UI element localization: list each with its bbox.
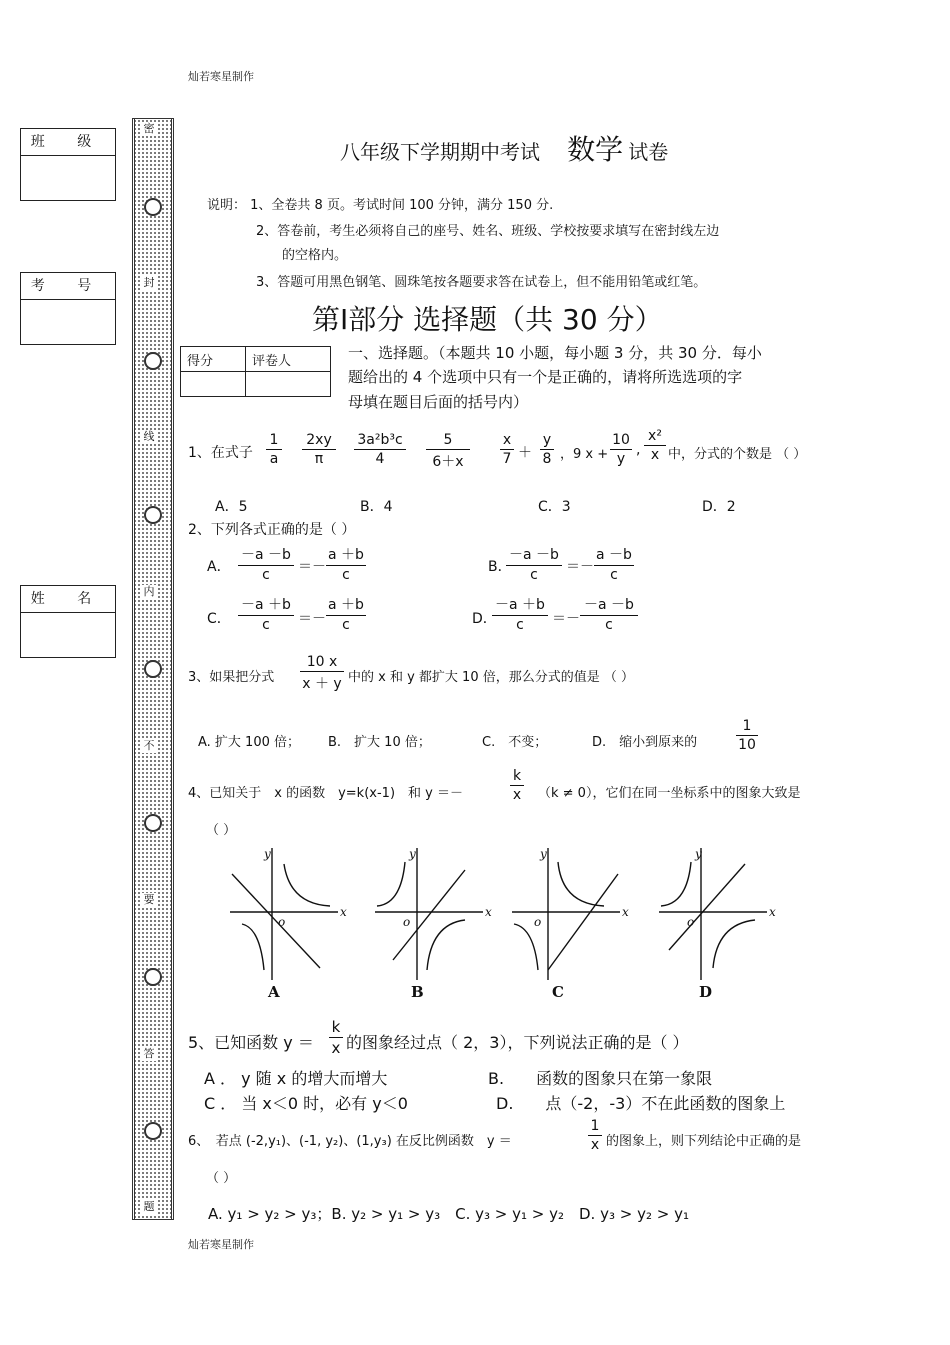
seal-hole-icon xyxy=(144,352,162,370)
q5-prefix: 5、已知函数 y ＝ xyxy=(188,1033,314,1052)
q4-graphs xyxy=(220,840,780,1010)
q1-mid: ，9 x + xyxy=(560,447,609,462)
q2-c-left: －a ＋b c xyxy=(238,594,294,633)
score-table xyxy=(180,346,331,397)
x-axis-label: x xyxy=(340,905,347,919)
exam-number-box[interactable] xyxy=(20,272,116,345)
section-intro-line: 母填在题目后面的括号内） xyxy=(348,393,529,411)
graph-b[interactable] xyxy=(375,847,492,1001)
graph-label: A xyxy=(268,983,280,1001)
q3-prefix: 3、如果把分式 xyxy=(188,670,275,685)
q1-option-a[interactable]: A．5 xyxy=(215,499,248,515)
origin-label: o xyxy=(278,915,286,929)
x-axis-label: x xyxy=(485,905,492,919)
seal-char: 密 xyxy=(141,122,157,136)
q1-fraction-3: 3a²b³c 4 xyxy=(354,432,406,467)
q1-fraction-6: y 8 xyxy=(540,432,554,467)
q5-option-a[interactable]: A ． y 随 x 的增大而增大 xyxy=(204,1069,388,1088)
exam-number-label: 考 号 xyxy=(21,273,115,300)
q1-fraction-1: 1 a xyxy=(266,432,282,467)
q2-stem: 2、下列各式正确的是（ ） xyxy=(188,522,356,538)
seal-hole-icon xyxy=(144,506,162,524)
title-main: 八年级下学期期中考试 xyxy=(340,140,540,164)
seal-hole-icon xyxy=(144,660,162,678)
q2-option-d-label[interactable]: D． xyxy=(472,611,497,627)
q1-fraction-4: 5 6＋x xyxy=(426,432,470,471)
q3-option-a[interactable]: A. 扩大 100 倍； xyxy=(198,735,301,750)
q3-suffix: 中的 x 和 y 都扩大 10 倍，那么分式的值是 （ ） xyxy=(348,670,634,685)
seal-char: 答 xyxy=(141,1047,157,1061)
q2-d-left: －a ＋b c xyxy=(492,594,548,633)
q2-c-eq: ＝－ xyxy=(298,611,326,627)
q5-suffix: 的图象经过点（ 2，3），下列说法正确的是（ ） xyxy=(346,1033,689,1052)
q2-b-right: a －b c xyxy=(594,544,634,583)
class-box[interactable] xyxy=(20,128,116,201)
title-suffix: 试卷 xyxy=(628,140,669,164)
q1-comma: , xyxy=(636,442,641,458)
graph-c[interactable] xyxy=(512,847,629,1001)
q5-option-d[interactable]: D. 点（-2，-3）不在此函数的图象上 xyxy=(496,1094,786,1113)
y-axis-label: y xyxy=(695,847,702,861)
graph-label: B xyxy=(411,983,424,1001)
seal-char: 要 xyxy=(141,893,157,907)
q2-d-right: －a －b c xyxy=(580,594,638,633)
q4-prefix: 4、已知关于 x 的函数 y=k(x-1) 和 y ＝－ xyxy=(188,786,463,801)
score-header: 得分 xyxy=(181,347,246,372)
q2-a-left: －a －b c xyxy=(238,544,294,583)
graph-a[interactable] xyxy=(230,847,347,1001)
graph-d[interactable] xyxy=(659,847,776,1001)
instruction-line: 3、答题可用黑色钢笔、圆珠笔按各题要求答在试卷上，但不能用铅笔或红笔。 xyxy=(256,275,707,290)
q2-option-a-label[interactable]: A． xyxy=(207,559,231,575)
y-axis-label: y xyxy=(264,847,271,861)
seal-hole-icon xyxy=(144,198,162,216)
origin-label: o xyxy=(403,915,411,929)
q1-option-b[interactable]: B．4 xyxy=(360,499,393,515)
name-blank[interactable] xyxy=(21,613,115,657)
seal-hole-icon xyxy=(144,814,162,832)
name-label: 姓 名 xyxy=(21,586,115,613)
q1-option-d[interactable]: D．2 xyxy=(702,499,736,515)
grader-cell[interactable] xyxy=(246,372,331,397)
q3-fraction: 10 x x ＋ y xyxy=(300,654,344,693)
section-intro-line: 题给出的 4 个选项中只有一个是正确的，请将所选选项的字 xyxy=(348,368,743,386)
q2-a-right: a ＋b c xyxy=(326,544,366,583)
seal-char: 题 xyxy=(141,1200,157,1214)
q1-fraction-5: x 7 xyxy=(500,432,514,467)
instruction-line: 说明： 1、全卷共 8 页。考试时间 100 分钟，满分 150 分. xyxy=(207,198,554,213)
score-cell[interactable] xyxy=(181,372,246,397)
page-title xyxy=(340,128,668,168)
title-subject: 数学 xyxy=(567,133,624,166)
q6-fraction: 1 x xyxy=(588,1118,602,1153)
graph-label: D xyxy=(699,983,713,1001)
class-blank[interactable] xyxy=(21,156,115,200)
q3-option-c[interactable]: C. 不变； xyxy=(482,735,548,750)
y-axis-label: y xyxy=(540,847,547,861)
q1-fraction-2: 2xy π xyxy=(302,432,336,467)
q3-option-d[interactable]: D. 缩小到原来的 xyxy=(592,735,698,750)
seal-char: 内 xyxy=(141,585,157,599)
q2-c-right: a ＋b c xyxy=(326,594,366,633)
y-axis-label: y xyxy=(409,847,416,861)
seal-char: 不 xyxy=(141,739,157,753)
header-note: 灿若寒星制作 xyxy=(188,70,254,83)
origin-label: o xyxy=(687,915,695,929)
class-label: 班 级 xyxy=(21,129,115,156)
q2-a-eq: ＝－ xyxy=(298,559,326,575)
q1-suffix: 中，分式的个数是 （ ） xyxy=(668,447,807,462)
q6-suffix: 的图象上，则下列结论中正确的是 xyxy=(606,1134,802,1149)
section-intro-line: 一、选择题。（本题共 10 小题，每小题 3 分，共 30 分．每小 xyxy=(348,344,762,362)
q3-option-b[interactable]: B. 扩大 10 倍； xyxy=(328,735,431,750)
x-axis-label: x xyxy=(769,905,776,919)
q5-fraction: k x xyxy=(329,1018,343,1057)
q1-prefix: 1、在式子 xyxy=(188,445,253,461)
q2-d-eq: ＝－ xyxy=(552,611,580,627)
origin-label: o xyxy=(534,915,542,929)
q2-b-left: －a －b c xyxy=(506,544,562,583)
q3-option-d-fraction: 1 10 xyxy=(736,718,758,753)
q1-fraction-8: x² x xyxy=(644,428,666,463)
q1-plus: ＋ xyxy=(518,445,532,461)
q6-paren: （ ） xyxy=(206,1171,237,1186)
x-axis-label: x xyxy=(622,905,629,919)
name-box[interactable] xyxy=(20,585,116,658)
q4-paren: （ ） xyxy=(206,823,237,838)
q5-option-c[interactable]: C ． 当 x＜0 时，必有 y＜0 xyxy=(204,1094,408,1113)
q6-options[interactable]: A. y₁ > y₂ > y₃；B. y₂ > y₁ > y₃ C. y₃ > y₁ > y₂ D. y₃ > y₂ > y₁ xyxy=(208,1205,689,1223)
q2-option-c-label[interactable]: C． xyxy=(207,611,231,627)
q5-option-b[interactable]: B. 函数的图象只在第一象限 xyxy=(488,1069,713,1088)
seal-char: 封 xyxy=(141,276,157,290)
seal-hole-icon xyxy=(144,968,162,986)
seal-hole-icon xyxy=(144,1122,162,1140)
exam-number-blank[interactable] xyxy=(21,300,115,344)
q1-option-c[interactable]: C．3 xyxy=(538,499,571,515)
part-title: 第Ⅰ部分 选择题（共 30 分） xyxy=(312,303,663,336)
footer-note: 灿若寒星制作 xyxy=(188,1238,254,1251)
q4-suffix: （k ≠ 0），它们在同一坐标系中的图象大致是 xyxy=(538,786,801,801)
q1-fraction-7: 10 y xyxy=(610,432,632,467)
q2-b-eq: ＝－ xyxy=(566,559,594,575)
seal-char: 线 xyxy=(141,430,157,444)
graph-label: C xyxy=(552,983,564,1001)
q4-fraction: k x xyxy=(510,768,524,803)
q2-option-b-label[interactable]: B． xyxy=(488,559,512,575)
grader-header: 评卷人 xyxy=(246,347,331,372)
instruction-line: 2、答卷前，考生必须将自己的座号、姓名、班级、学校按要求填写在密封线左边 xyxy=(256,224,720,239)
q6-prefix: 6、 若点 (-2,y₁)、(-1, y₂)、(1,y₃) 在反比例函数 y ＝ xyxy=(188,1134,512,1149)
instruction-line: 的空格内。 xyxy=(282,248,348,263)
